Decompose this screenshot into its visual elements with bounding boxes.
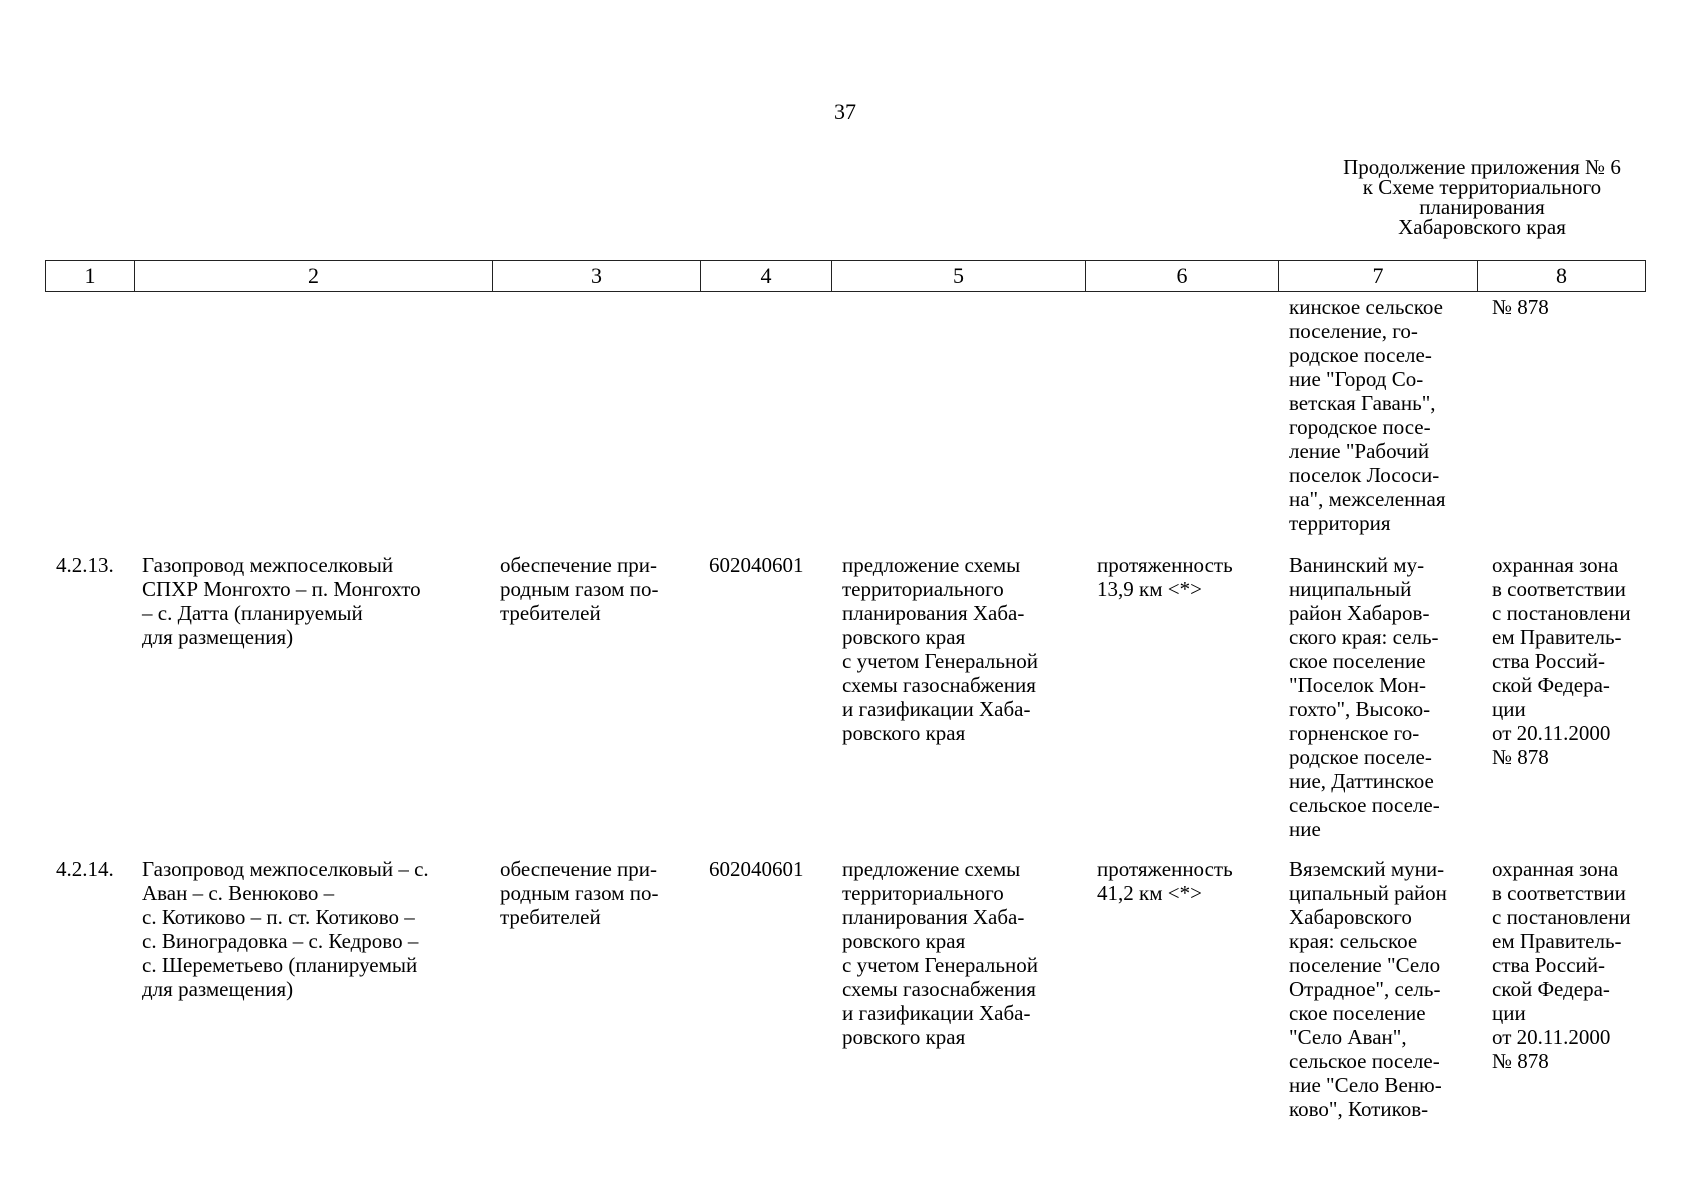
cell-line: от 20.11.2000	[1492, 1025, 1611, 1049]
cell-line: ства Россий-	[1492, 649, 1605, 673]
cell-line: требителей	[500, 601, 601, 625]
cell-line: ровского края	[842, 929, 966, 953]
purpose-cell	[500, 857, 658, 929]
cell-line: родское поселе-	[1289, 745, 1432, 769]
row-number: 4.2.14.	[56, 857, 114, 881]
column-number-header	[45, 260, 1646, 292]
cell-line: "Село Аван",	[1289, 1025, 1407, 1049]
cell-line: от 20.11.2000	[1492, 721, 1611, 745]
cell-line: края: сельское	[1289, 929, 1418, 953]
cell-line: охранная зона	[1492, 553, 1619, 577]
cell-line: ние "Село Веню-	[1289, 1073, 1442, 1097]
cell-line: ципальный район	[1289, 881, 1447, 905]
cell-line: с учетом Генеральной	[842, 953, 1038, 977]
cell-line: ское поселение	[1289, 649, 1426, 673]
basis-cell	[842, 553, 1038, 745]
cell-line: ниципальный	[1289, 577, 1412, 601]
code-cell: 602040601	[709, 857, 804, 881]
cell-line: ровского края	[842, 1025, 966, 1049]
cell-line: протяженность	[1097, 857, 1233, 881]
cell-line: территориального	[842, 577, 1004, 601]
cell-line: ние "Город Со-	[1289, 367, 1424, 391]
cell-line: охранная зона	[1492, 857, 1619, 881]
cell-line: № 878	[1492, 1049, 1549, 1073]
appendix-header-line: планирования	[1419, 195, 1545, 219]
zone-cell	[1492, 553, 1631, 769]
cell-line: схемы газоснабжения	[842, 673, 1036, 697]
appendix-header-line: Продолжение приложения № 6	[1343, 155, 1621, 179]
cell-line: обеспечение при-	[500, 553, 658, 577]
cell-line: Вяземский муни-	[1289, 857, 1445, 881]
cell-line: планирования Хаба-	[842, 905, 1025, 929]
cell-line: Ванинский му-	[1289, 553, 1425, 577]
cell-line: территориального	[842, 881, 1004, 905]
cell-line: район Хабаров-	[1289, 601, 1430, 625]
cell-line: и газификации Хаба-	[842, 697, 1031, 721]
cell-line: поселение "Село	[1289, 953, 1441, 977]
cell-line: для размещения)	[142, 625, 294, 649]
cell-line: № 878	[1492, 745, 1549, 769]
cell-line: предложение схемы	[842, 553, 1021, 577]
cell-line: требителей	[500, 905, 601, 929]
continuation-zone-cell	[1492, 295, 1549, 319]
zone-cell	[1492, 857, 1631, 1073]
cell-line: территория	[1289, 511, 1391, 535]
cell-line: с постановлени	[1492, 601, 1631, 625]
column-number-cell: 7	[1279, 261, 1478, 292]
cell-line: протяженность	[1097, 553, 1233, 577]
cell-line: планирования Хаба-	[842, 601, 1025, 625]
cell-line: с. Шереметьево (планируемый	[142, 953, 418, 977]
appendix-header-line: Хабаровского края	[1398, 215, 1566, 239]
cell-line: ства Россий-	[1492, 953, 1605, 977]
cell-line: ровского края	[842, 625, 966, 649]
cell-line: родным газом по-	[500, 577, 659, 601]
cell-line: родным газом по-	[500, 881, 659, 905]
location-cell	[1289, 857, 1447, 1121]
cell-line: поселок Лососи-	[1289, 463, 1440, 487]
cell-line: в соответствии	[1492, 881, 1626, 905]
cell-line: "Поселок Мон-	[1289, 673, 1426, 697]
cell-line: № 878	[1492, 295, 1549, 319]
cell-line: с постановлени	[1492, 905, 1631, 929]
cell-line: Газопровод межпоселковый – с.	[142, 857, 429, 881]
cell-line: – с. Датта (планируемый	[142, 601, 363, 625]
cell-line: ровского края	[842, 721, 966, 745]
column-number-cell: 3	[493, 261, 701, 292]
cell-line: 13,9 км <*>	[1097, 577, 1202, 601]
cell-line: ской Федера-	[1492, 673, 1610, 697]
cell-line: ем Правитель-	[1492, 625, 1622, 649]
cell-line: с. Виноградовка – с. Кедрово –	[142, 929, 419, 953]
cell-line: горненское го-	[1289, 721, 1420, 745]
cell-line: кинское сельское	[1289, 295, 1443, 319]
cell-line: ние, Даттинское	[1289, 769, 1434, 793]
cell-line: СПХР Монгохто – п. Монгохто	[142, 577, 421, 601]
object-name-cell	[142, 553, 421, 649]
cell-line: ветская Гавань",	[1289, 391, 1436, 415]
page-number: 37	[834, 99, 856, 124]
cell-line: для размещения)	[142, 977, 294, 1001]
basis-cell	[842, 857, 1038, 1049]
cell-line: ское поселение	[1289, 1001, 1426, 1025]
cell-line: поселение, го-	[1289, 319, 1418, 343]
cell-line: предложение схемы	[842, 857, 1021, 881]
cell-line: в соответствии	[1492, 577, 1626, 601]
cell-line: схемы газоснабжения	[842, 977, 1036, 1001]
cell-line: ции	[1492, 1001, 1526, 1025]
cell-line: Газопровод межпоселковый	[142, 553, 394, 577]
code-cell: 602040601	[709, 553, 804, 577]
cell-line: гохто", Высоко-	[1289, 697, 1431, 721]
column-number-cell: 4	[701, 261, 832, 292]
cell-line: городское посе-	[1289, 415, 1431, 439]
purpose-cell	[500, 553, 658, 625]
continuation-location-cell	[1289, 295, 1446, 535]
cell-line: с учетом Генеральной	[842, 649, 1038, 673]
cell-line: ем Правитель-	[1492, 929, 1622, 953]
cell-line: родское поселе-	[1289, 343, 1432, 367]
cell-line: ние	[1289, 817, 1321, 841]
cell-line: ково", Котиков-	[1289, 1097, 1429, 1121]
location-cell	[1289, 553, 1440, 841]
cell-line: с. Котиково – п. ст. Котиково –	[142, 905, 415, 929]
column-number-cell: 1	[46, 261, 135, 292]
cell-line: ского края: сель-	[1289, 625, 1439, 649]
cell-line: ской Федера-	[1492, 977, 1610, 1001]
characteristics-cell	[1097, 553, 1233, 601]
cell-line: Хабаровского	[1289, 905, 1412, 929]
cell-line: ление "Рабочий	[1289, 439, 1430, 463]
cell-line: сельское поселе-	[1289, 1049, 1440, 1073]
column-number-cell: 5	[832, 261, 1086, 292]
column-number-cell: 8	[1478, 261, 1646, 292]
column-number-cell: 6	[1086, 261, 1279, 292]
appendix-header	[1312, 157, 1652, 237]
cell-line: на", межселенная	[1289, 487, 1446, 511]
cell-line: Аван – с. Венюково –	[142, 881, 335, 905]
cell-line: 41,2 км <*>	[1097, 881, 1202, 905]
cell-line: и газификации Хаба-	[842, 1001, 1031, 1025]
appendix-header-line: к Схеме территориального	[1362, 175, 1602, 199]
cell-line: обеспечение при-	[500, 857, 658, 881]
cell-line: Отрадное", сель-	[1289, 977, 1441, 1001]
row-number: 4.2.13.	[56, 553, 114, 577]
column-number-cell: 2	[135, 261, 493, 292]
cell-line: сельское поселе-	[1289, 793, 1440, 817]
cell-line: ции	[1492, 697, 1526, 721]
object-name-cell	[142, 857, 429, 1001]
characteristics-cell	[1097, 857, 1233, 905]
